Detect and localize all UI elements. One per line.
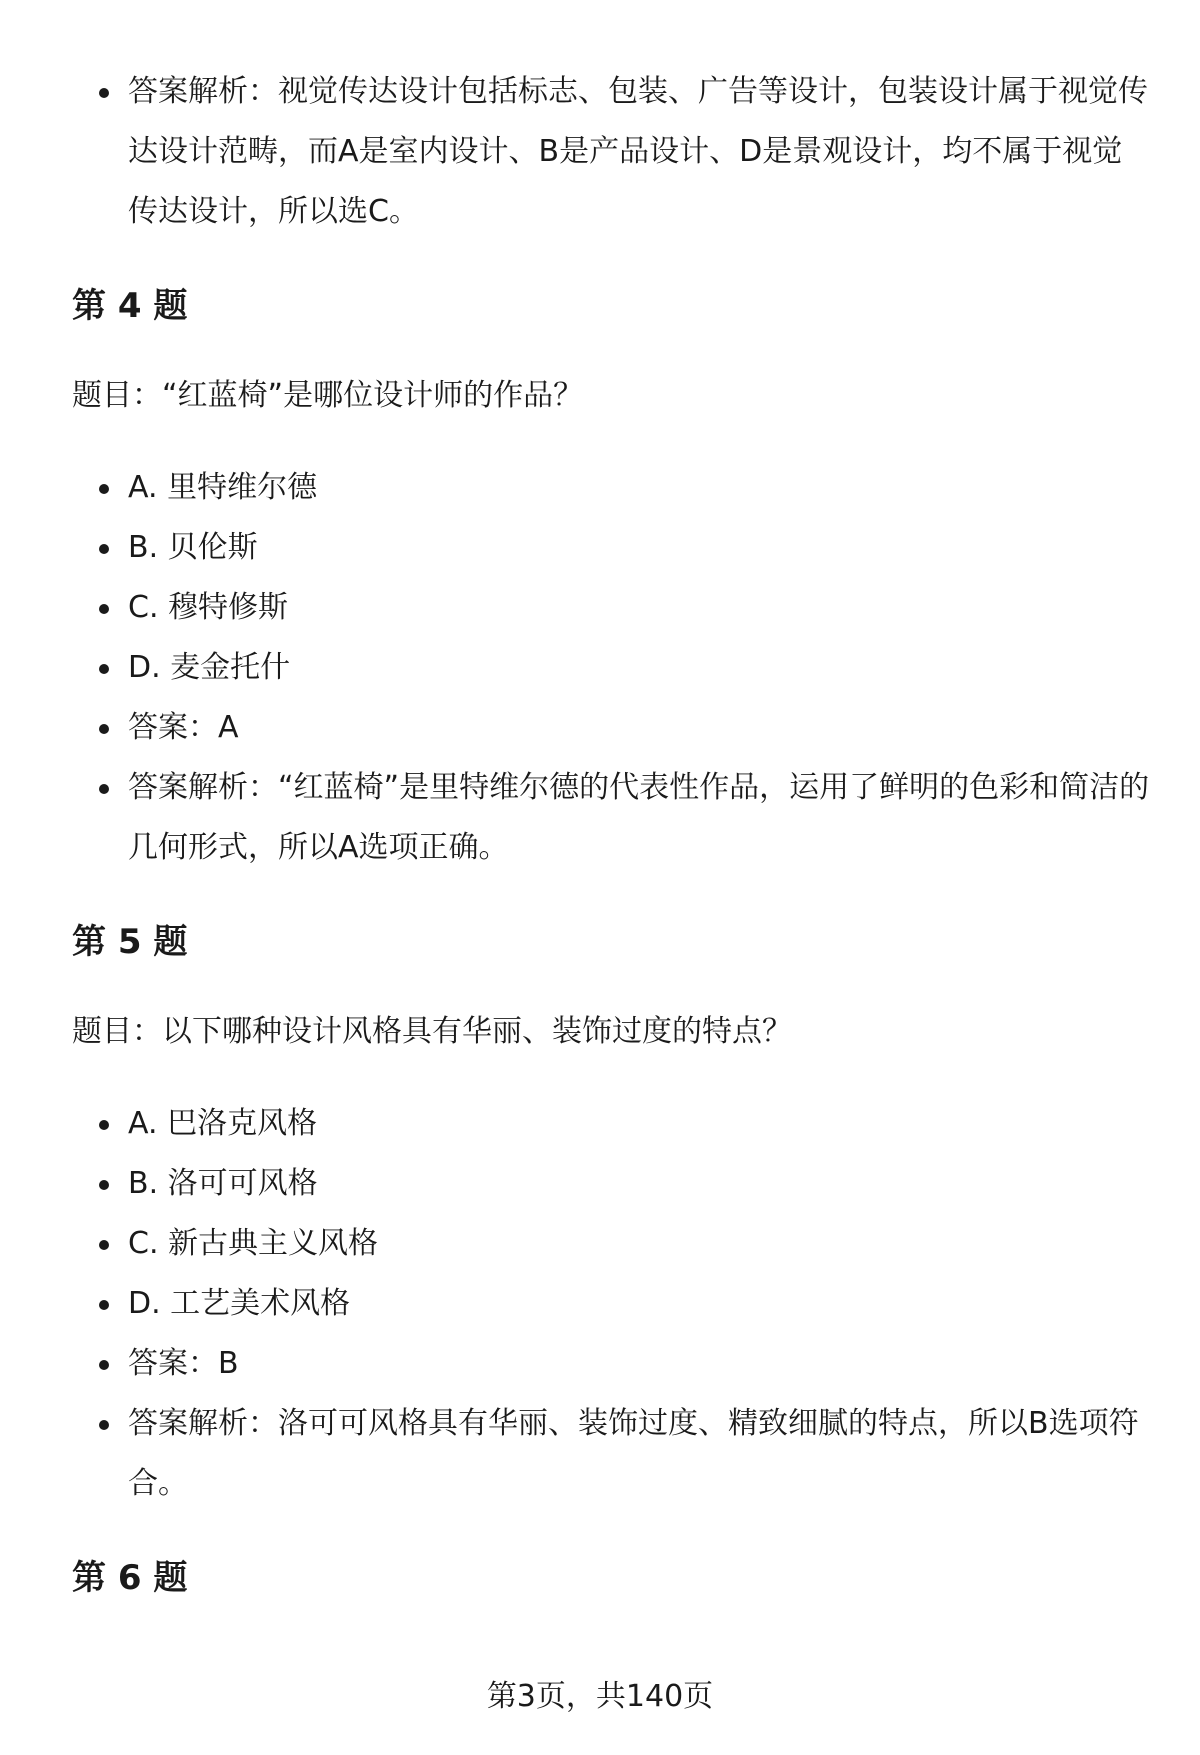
document-content [72, 62, 1152, 1602]
spacer [72, 330, 1152, 372]
list-item-q5-explanation: 答案解析：洛可可风格具有华丽、装饰过度、精致细腻的特点，所以B选项符合。 [72, 1394, 1152, 1514]
question-4-options-list [72, 458, 1152, 878]
spacer [72, 420, 1152, 458]
list-item-q4-option-a: A. 里特维尔德 [72, 458, 1152, 518]
spacer [72, 966, 1152, 1008]
list-item-q3-explanation: 答案解析：视觉传达设计包括标志、包装、广告等设计，包装设计属于视觉传达设计范畴，而A是室内设计、B是产品设计、D是景观设计，均不属于视觉传达设计，所以选C。 [72, 62, 1152, 242]
list-item-q5-option-c: C. 新古典主义风格 [72, 1214, 1152, 1274]
list-item-q4-option-c: C. 穆特修斯 [72, 578, 1152, 638]
list-item-q4-option-b: B. 贝伦斯 [72, 518, 1152, 578]
page-number-footer: 第3页，共140页 [486, 1679, 714, 1714]
spacer [72, 878, 1152, 918]
question-4-heading: 第 4 题 [72, 286, 188, 326]
spacer [72, 1056, 1152, 1094]
question-5-options-list [72, 1094, 1152, 1514]
list-item-q4-option-d: D. 麦金托什 [72, 638, 1152, 698]
list-item-q4-explanation: 答案解析：“红蓝椅”是里特维尔德的代表性作品，运用了鲜明的色彩和简洁的几何形式，所以A选项正确。 [72, 758, 1152, 878]
spacer [72, 242, 1152, 282]
list-item-q5-option-d: D. 工艺美术风格 [72, 1274, 1152, 1334]
list-item-q5-option-b: B. 洛可可风格 [72, 1154, 1152, 1214]
list-item-q5-answer: 答案：B [72, 1334, 1152, 1394]
q3-explanation-list [72, 62, 1152, 242]
question-5-heading: 第 5 题 [72, 922, 188, 962]
question-6-heading: 第 6 题 [72, 1558, 188, 1598]
spacer [72, 1514, 1152, 1554]
list-item-q5-option-a: A. 巴洛克风格 [72, 1094, 1152, 1154]
question-4-prompt: 题目：“红蓝椅”是哪位设计师的作品？ [72, 378, 584, 413]
list-item-q4-answer: 答案：A [72, 698, 1152, 758]
question-5-prompt: 题目：以下哪种设计风格具有华丽、装饰过度的特点？ [72, 1014, 792, 1049]
